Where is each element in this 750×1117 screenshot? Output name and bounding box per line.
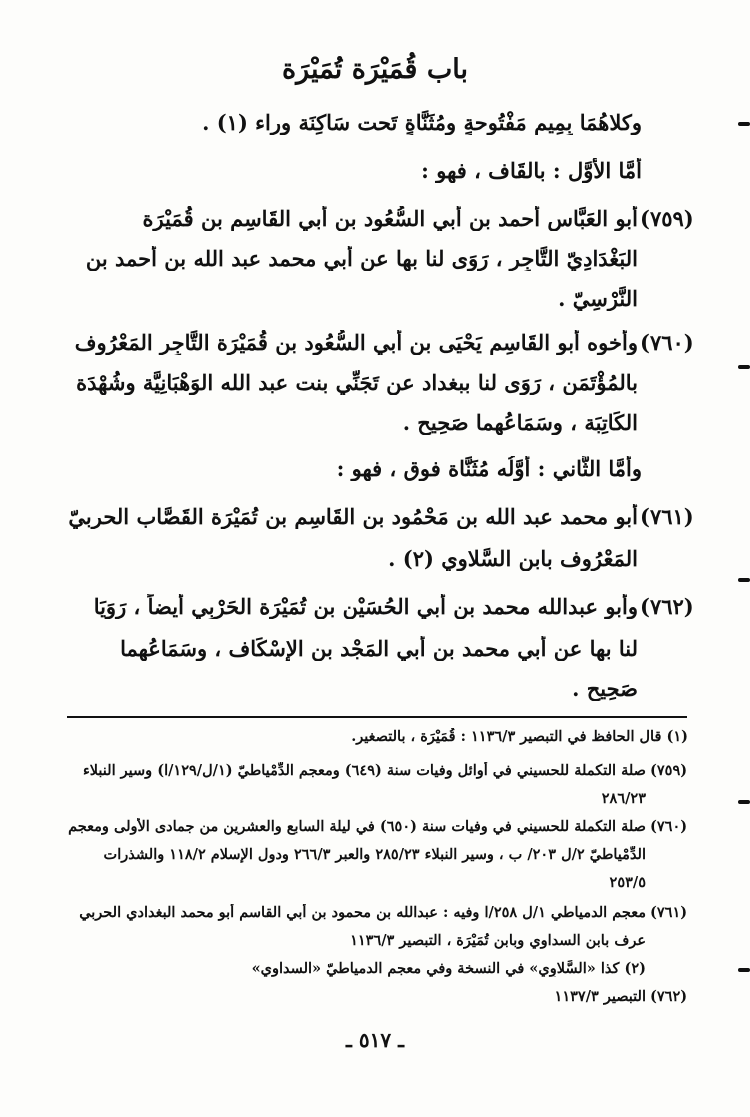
- entry-number: (٧٦٢): [640, 594, 694, 619]
- footnote-line: معجم الدمياطي ١/ل ٢٥٨/ا وفيه : عبدالله بن محمود بن أبي القاسم أبو محمد البغدادي الحربي: [79, 904, 646, 921]
- footnote-line: ٢٥٣/٥: [609, 874, 646, 891]
- footnote-number: (٧٦٠): [650, 818, 688, 835]
- footnote-line: التبصير ١١٣٧/٣: [554, 988, 646, 1005]
- margin-mark: [738, 968, 750, 972]
- footnote-line: (١) قال الحافظ في التبصير ١١٣٦/٣ : قُمَيْرَة ، بالتصغير.: [351, 728, 688, 745]
- margin-mark: [738, 365, 750, 369]
- entry-line: البَغْدَادِيّ التَّاجِر ، رَوَى لنا بها عن أبي محمد عبد الله بن أحمد بن: [85, 246, 638, 271]
- entry-line: النَّرْسِيّ .: [558, 286, 638, 311]
- entry-number: (٧٦١): [640, 504, 694, 529]
- footnote-line: عرف بابن السداوي وبابن تُمَيْرَة ، التبصير ١١٣٦/٣: [350, 932, 646, 949]
- chapter-title: باب قُمَيْرَة تُمَيْرَة: [282, 54, 468, 85]
- footnote-line: الدِّمْياطيّ ٢/ل ٢٠٣/ ب ، وسير النبلاء ٢٨٥/٢٣ والعبر ٢٦٦/٣ ودول الإسلام ١١٨/٢ والشذرات: [103, 846, 646, 863]
- entry-line: لنا بها عن أبي محمد بن أبي المَجْد بن الإسْكَاف ، وسَمَاعُهما: [120, 636, 638, 661]
- entry-line: الكَاتِبَة ، وسَمَاعُهما صَحِيح .: [402, 410, 638, 435]
- entry-line: المَعْرُوف بابن السَّلاوِي (٢) .: [388, 546, 638, 571]
- entry-number: (٧٥٩): [640, 206, 694, 231]
- margin-mark: [738, 122, 750, 126]
- entry-line: أبو محمد عبد الله بن مَحْمُود بن القَاسِم بن تُمَيْرَة القَصَّاب الحربيّ: [68, 504, 638, 529]
- entry-line: صَحِيح .: [572, 676, 638, 701]
- intro-line-2: أمَّا الأوَّل : بالقَاف ، فهو :: [421, 158, 642, 183]
- margin-mark: [738, 800, 750, 804]
- footnote-line: ٢٨٦/٢٣: [601, 790, 646, 807]
- margin-mark: [738, 578, 750, 582]
- entry-line: وأخوه أبو القَاسِم يَحْيَى بن أبي السُّعُود بن قُمَيْرَة التَّاجِر المَعْرُوف: [74, 330, 638, 355]
- intro-line-1: وكلاهُمَا بِمِيمٍ مَفْتُوحةٍ ومُثَنَّاةٍ تَحت سَاكِنَة وراء (١) .: [202, 110, 642, 135]
- footnote-number: (٧٦١): [650, 904, 688, 921]
- footnote-line: صلة التكملة للحسيني في وفيات سنة (٦٥٠) في ليلة السابع والعشرين من جمادى الأولى ومعجم: [68, 818, 646, 835]
- second-intro: وأمَّا الثَّاني : أوَّلُه مُثَنَّاة فوق ، فهو :: [336, 456, 642, 481]
- footnote-line: صلة التكملة للحسيني في أوائل وفيات سنة (٦٤٩) ومعجم الدِّمْياطيّ (١/ل/١٢٩/ا) وسير النبلاء: [82, 762, 646, 779]
- footnote-number: (٧٥٩): [650, 762, 688, 779]
- footnote-separator: [67, 716, 687, 718]
- footnote-line: (٢) كذا «السَّلاوِي» في النسخة وفي معجم الدمياطيّ «السداوي»: [251, 960, 646, 977]
- entry-line: أبو العَبَّاس أحمد بن أبي السُّعُود بن أبي القَاسِم بن قُمَيْرَة: [142, 206, 638, 231]
- entry-number: (٧٦٠): [640, 330, 694, 355]
- page-number: ـ ٥١٧ ـ: [346, 1028, 404, 1052]
- footnote-number: (٧٦٢): [650, 988, 688, 1005]
- entry-line: بالمُؤْتَمَن ، رَوَى لنا ببغداد عن تَجَنِّي بنت عبد الله الوَهْبَانِيَّة وشُهْدَة: [76, 370, 638, 395]
- entry-line: وأبو عبدالله محمد بن أبي الحُسَيْن بن تُمَيْرَة الحَرْبِي أيضاً ، رَوَيَا: [93, 594, 638, 619]
